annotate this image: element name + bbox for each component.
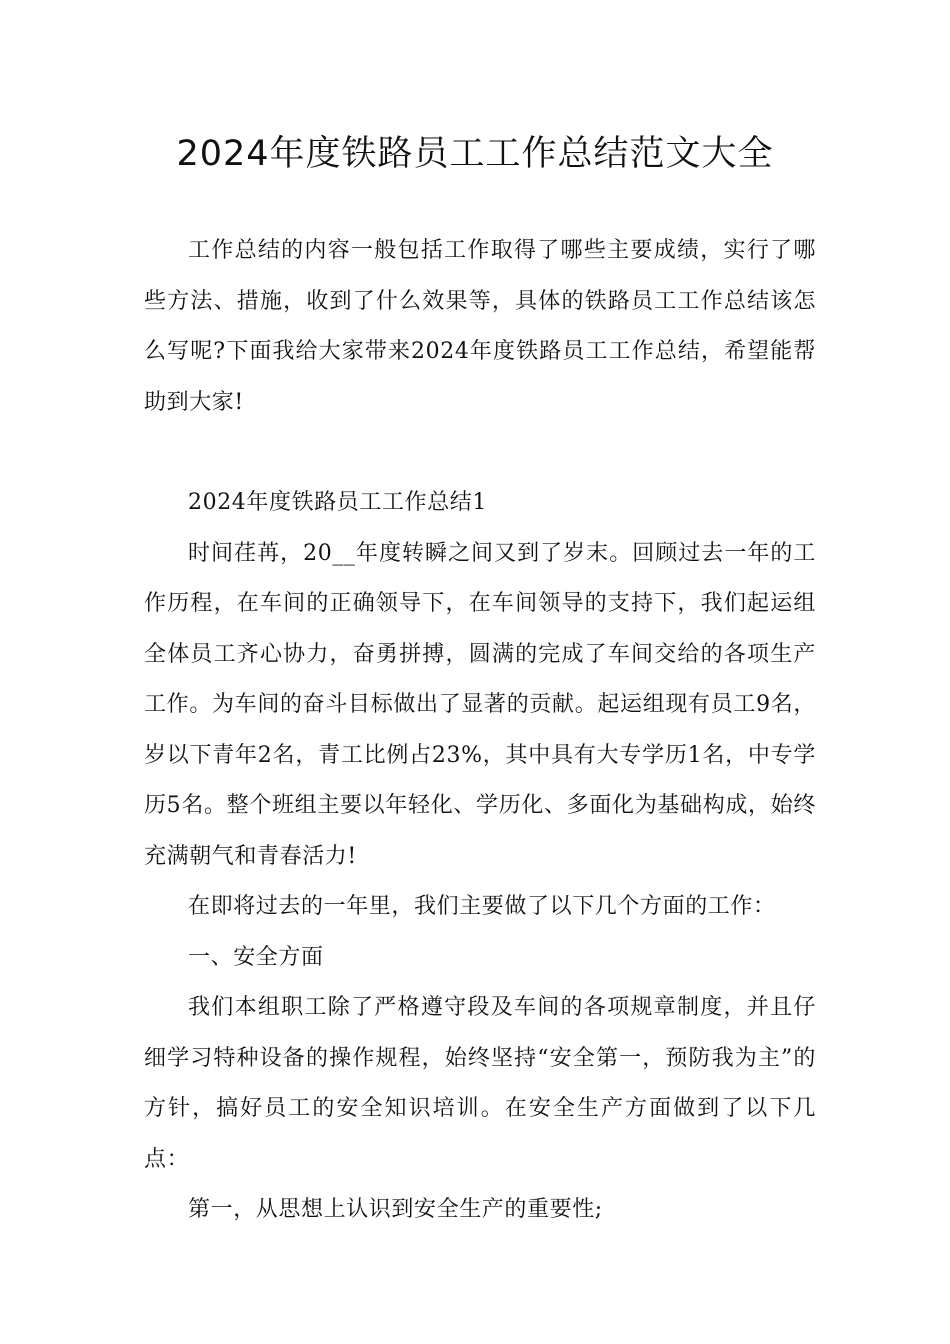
body-paragraph: 第一，从思想上认识到安全生产的重要性; <box>188 1197 603 1222</box>
document-body <box>144 226 816 1236</box>
document-title: 2024年度铁路员工工作总结范文大全 <box>176 134 774 174</box>
subsection-heading: 一、安全方面 <box>188 944 324 970</box>
section-heading: 2024年度铁路员工工作总结1 <box>188 490 487 515</box>
body-paragraph: 在即将过去的一年里，我们主要做了以下几个方面的工作： <box>188 894 776 919</box>
body-paragraph: 时间荏苒，20__年度转瞬之间又到了岁末。回顾过去一年的工作历程，在车间的正确领导下，在车间领导的支持下，我们起运组全体员工齐心协力，奋勇拼搏，圆满的完成了车间交给的各项生产工作。为车间的奋斗目标做出了显著的贡献。起运组现有员工9名，岁以下青年2名，青工比例占23%，其中具有大专学历1名，中专学历5名。整个班组主要以年轻化、学历化、多面化为基础构成，始终充满朝气和青春活力! <box>144 540 816 869</box>
body-paragraph: 我们本组职工除了严格遵守段及车间的各项规章制度，并且仔细学习特种设备的操作规程，始终坚持“安全第一，预防我为主”的方针，搞好员工的安全知识培训。在安全生产方面做到了以下几点： <box>144 995 816 1172</box>
intro-paragraph: 工作总结的内容一般包括工作取得了哪些主要成绩，实行了哪些方法、措施，收到了什么效果等，具体的铁路员工工作总结该怎么写呢?下面我给大家带来2024年度铁路员工工作总结，希望能帮助到大家! <box>144 238 816 415</box>
